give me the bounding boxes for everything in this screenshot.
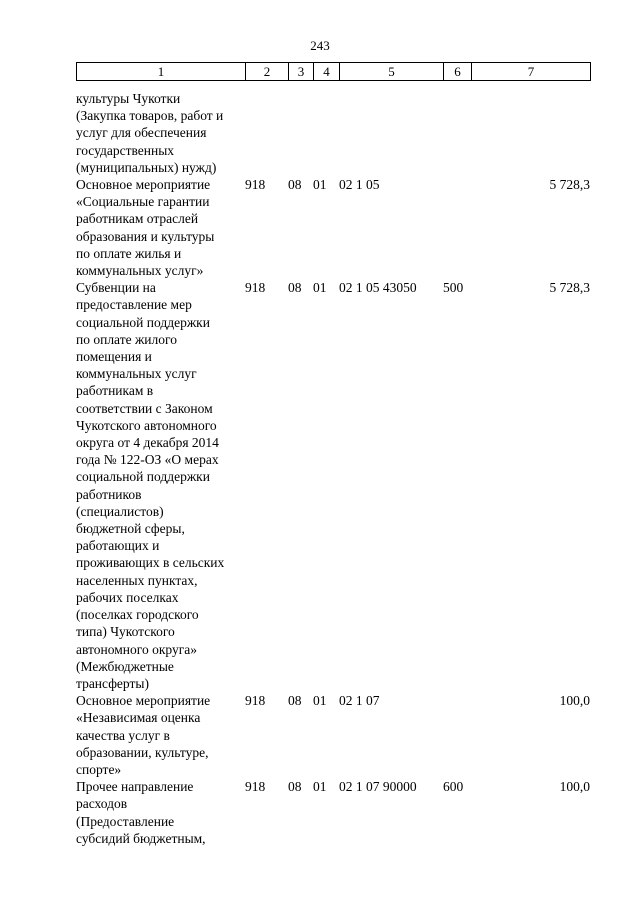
row-subsection: 01 bbox=[313, 779, 327, 795]
row-amount: 100,0 bbox=[559, 779, 590, 795]
table-row bbox=[0, 279, 640, 692]
row-ved: 918 bbox=[245, 177, 266, 193]
column-header-5: 5 bbox=[340, 63, 444, 81]
table-body bbox=[0, 90, 640, 847]
row-section: 08 bbox=[288, 177, 302, 193]
column-header-3: 3 bbox=[289, 63, 314, 81]
row-subsection: 01 bbox=[313, 280, 327, 296]
table-row bbox=[0, 692, 640, 778]
table-row bbox=[0, 778, 640, 847]
row-section: 08 bbox=[288, 693, 302, 709]
page-number: 243 bbox=[310, 38, 330, 53]
row-expense-type: 600 bbox=[443, 779, 464, 795]
row-target-article: 02 1 05 bbox=[339, 177, 380, 193]
row-section: 08 bbox=[288, 779, 302, 795]
row-description: Основное мероприятие «Социальные гарантии работникам отраслей образования и культуры по оплате жилья и коммунальных услуг» bbox=[76, 177, 215, 279]
row-amount: 100,0 bbox=[559, 693, 590, 709]
column-header-6: 6 bbox=[444, 63, 472, 81]
row-description: Субвенции на предоставление мер социальной поддержки по оплате жилого помещения и коммунальных услуг работникам в соответствии с Законом Чукотского автономного округа от 4 декабря 2014 года № 122-ОЗ «О мерах социальной поддержки работников (специалистов) бюджетной сферы, работающих и проживающих в сельских населенных пунктах, рабочих поселках (поселках городского типа) Чукотского автономного округа» (Межбюджетные трансферты) bbox=[76, 280, 225, 691]
row-ved: 918 bbox=[245, 779, 266, 795]
column-header-row bbox=[77, 63, 591, 81]
column-header-4: 4 bbox=[314, 63, 340, 81]
row-description: Основное мероприятие «Независимая оценка качества услуг в образовании, культуре, спорте» bbox=[76, 693, 211, 777]
column-header-2: 2 bbox=[246, 63, 289, 81]
column-header-table bbox=[76, 62, 591, 81]
row-subsection: 01 bbox=[313, 177, 327, 193]
row-expense-type: 500 bbox=[443, 280, 464, 296]
row-section: 08 bbox=[288, 280, 302, 296]
row-target-article: 02 1 07 90000 bbox=[339, 779, 417, 795]
row-amount: 5 728,3 bbox=[549, 177, 590, 193]
column-header-1: 1 bbox=[77, 63, 246, 81]
row-subsection: 01 bbox=[313, 693, 327, 709]
row-description: культуры Чукотки (Закупка товаров, работ и услуг для обеспечения государственных (муниципальных) нужд) bbox=[76, 91, 224, 175]
column-header-7: 7 bbox=[472, 63, 591, 81]
row-target-article: 02 1 07 bbox=[339, 693, 380, 709]
table-row bbox=[0, 176, 640, 279]
row-description: Прочее направление расходов (Предоставление субсидий бюджетным, bbox=[76, 779, 206, 846]
row-ved: 918 bbox=[245, 693, 266, 709]
row-amount: 5 728,3 bbox=[549, 280, 590, 296]
row-target-article: 02 1 05 43050 bbox=[339, 280, 417, 296]
table-row bbox=[0, 90, 640, 176]
row-ved: 918 bbox=[245, 280, 266, 296]
